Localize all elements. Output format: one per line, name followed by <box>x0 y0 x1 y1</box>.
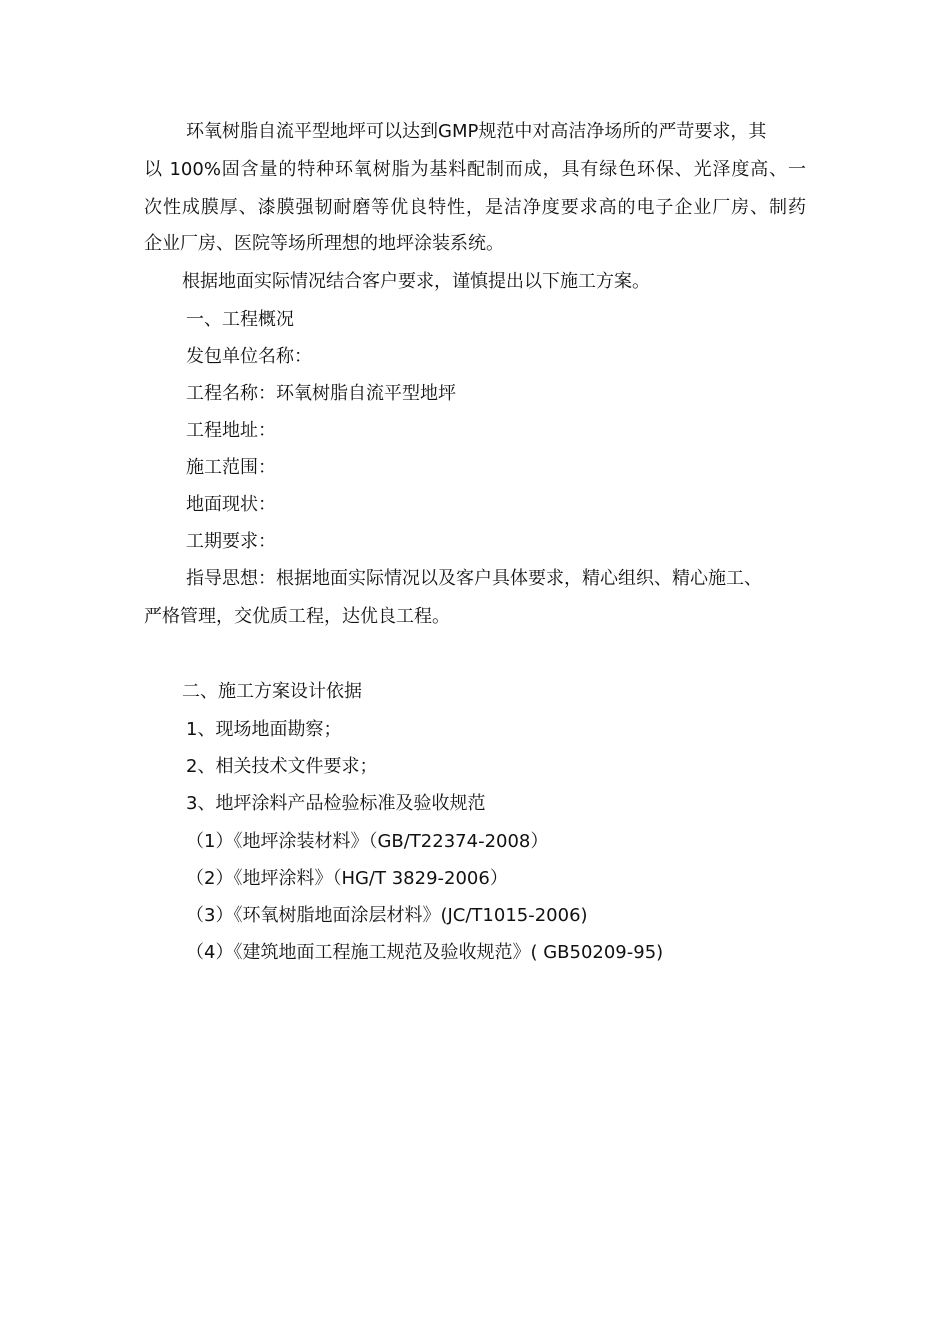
standard-item-4: （4）《建筑地面工程施工规范及验收规范》( GB50209-95) <box>186 942 664 963</box>
field-contractor-name: 发包单位名称： <box>186 346 312 367</box>
basis-item-3: 3、地坪涂料产品检验标准及验收规范 <box>186 793 486 814</box>
field-ground-status: 地面现状： <box>186 494 276 515</box>
intro-line-1: 环氧树脂自流平型地坪可以达到GMP规范中对高洁净场所的严苛要求，其 <box>186 121 767 142</box>
field-project-name: 工程名称：环氧树脂自流平型地坪 <box>186 383 456 404</box>
standard-item-3: （3）《环氧树脂地面涂层材料》(JC/T1015-2006) <box>186 905 588 926</box>
scheme-statement: 根据地面实际情况结合客户要求，谨慎提出以下施工方案。 <box>182 271 650 292</box>
basis-item-1: 1、现场地面勘察； <box>186 719 342 740</box>
basis-item-2: 2、相关技术文件要求； <box>186 756 378 777</box>
intro-line-3: 次性成膜厚、漆膜强韧耐磨等优良特性，是洁净度要求高的电子企业厂房、制药 <box>144 197 806 218</box>
guiding-principle-line-1: 指导思想：根据地面实际情况以及客户具体要求，精心组织、精心施工、 <box>186 568 762 589</box>
intro-line-4: 企业厂房、医院等场所理想的地坪涂装系统。 <box>144 233 504 254</box>
section1-heading: 一、工程概况 <box>186 309 294 330</box>
standard-item-2: （2）《地坪涂料》（HG/T 3829-2006） <box>186 868 508 889</box>
field-schedule-requirement: 工期要求： <box>186 531 276 552</box>
guiding-principle-line-2: 严格管理，交优质工程，达优良工程。 <box>144 606 450 627</box>
standard-item-1: （1）《地坪涂装材料》（GB/T22374-2008） <box>186 831 549 852</box>
intro-line-2: 以 100%固含量的特种环氧树脂为基料配制而成，具有绿色环保、光泽度高、一 <box>144 159 806 180</box>
section2-heading: 二、施工方案设计依据 <box>182 681 362 702</box>
field-construction-scope: 施工范围： <box>186 457 276 478</box>
field-project-address: 工程地址： <box>186 420 276 441</box>
